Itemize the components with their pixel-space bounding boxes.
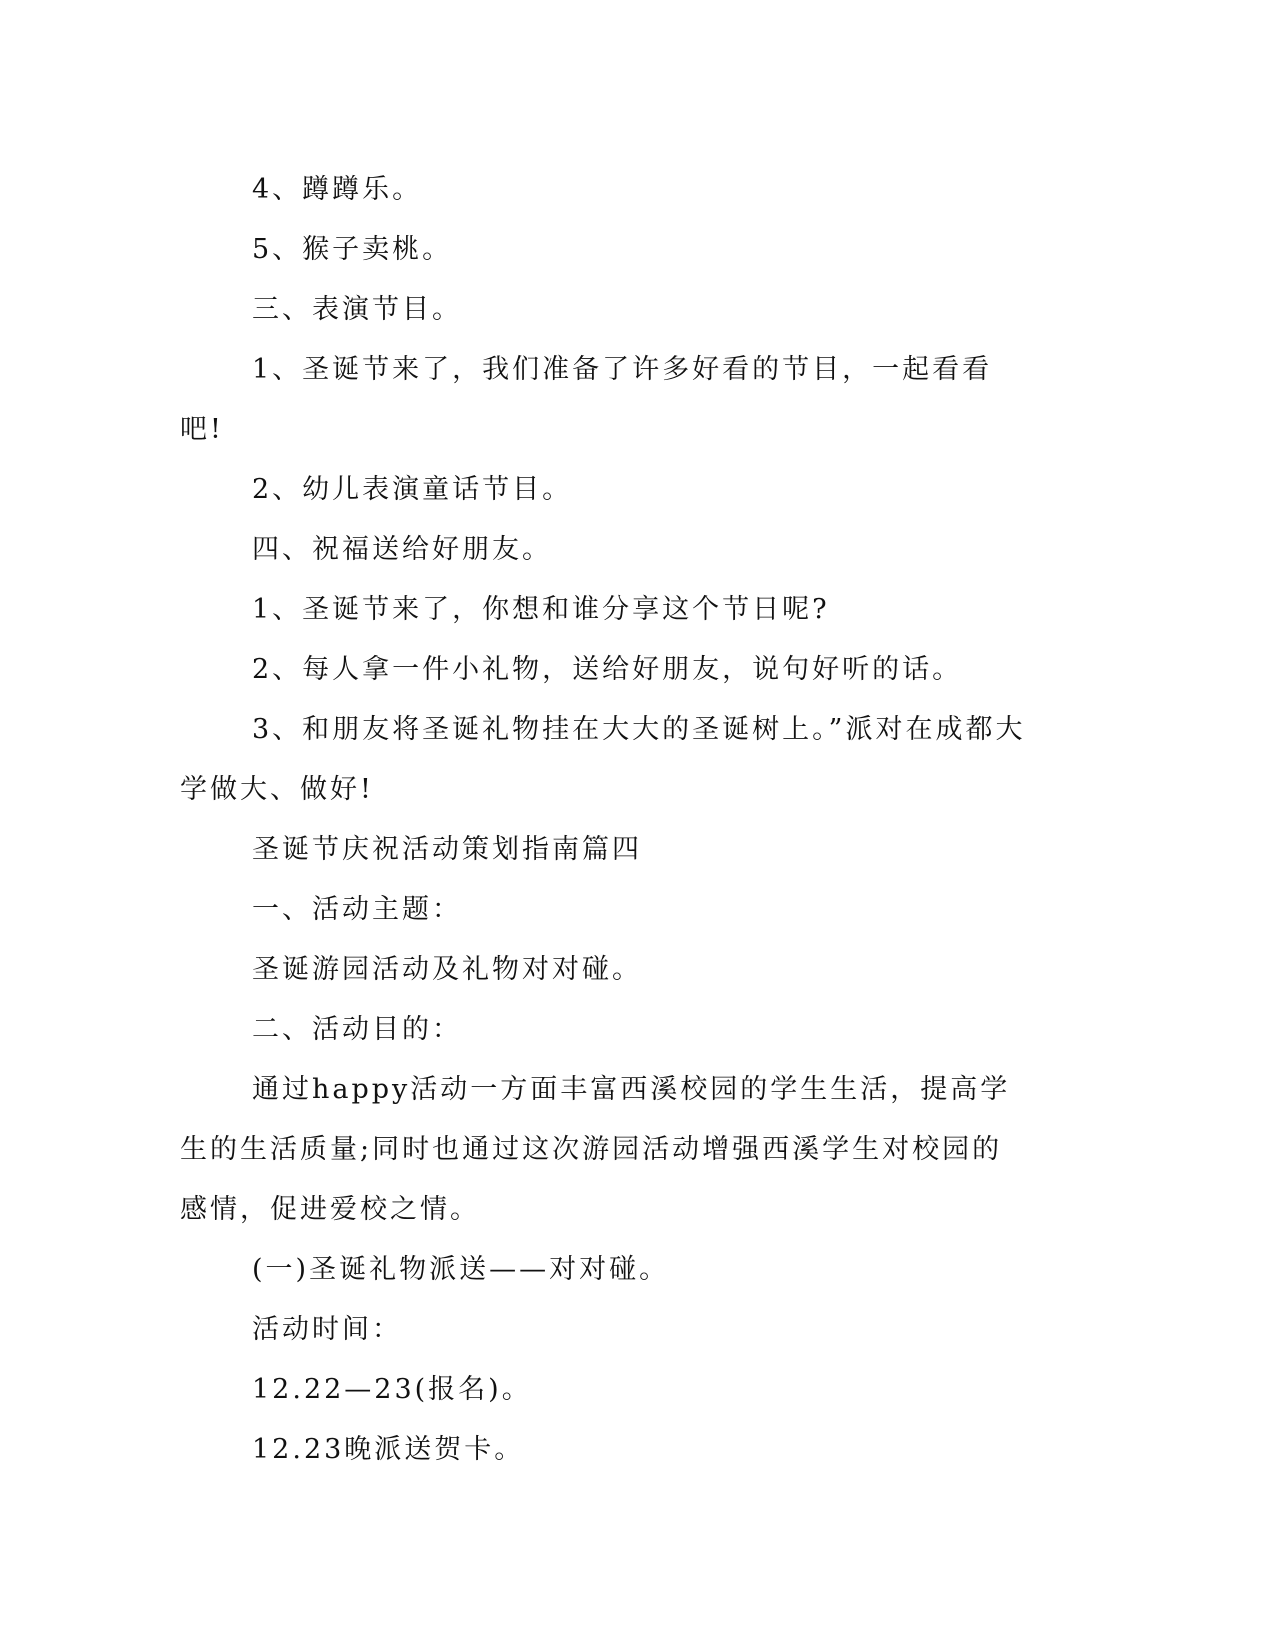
- section-heading-purpose: 二、活动目的：: [252, 1014, 462, 1045]
- document-body: [180, 160, 1026, 1480]
- paragraph-blessing-3: 3、和朋友将圣诞礼物挂在大大的圣诞树上。”派对在成都大学做大、做好!: [180, 714, 1026, 805]
- section-heading-theme: 一、活动主题：: [252, 894, 462, 925]
- paragraph-purpose: 通过happy活动一方面丰富西溪校园的学生生活，提高学生的生活质量;同时也通过这次游园活动增强西溪学生对校园的感情，促进爱校之情。: [180, 1074, 1011, 1225]
- activity-time-label: 活动时间：: [252, 1314, 402, 1345]
- paragraph-performance-2: 2、幼儿表演童话节目。: [252, 474, 573, 505]
- subsection-gift-exchange: (一)圣诞礼物派送——对对碰。: [252, 1254, 670, 1285]
- section-heading-blessing: 四、祝福送给好朋友。: [252, 534, 552, 565]
- paragraph-item-4: 4、蹲蹲乐。: [252, 174, 423, 205]
- activity-time-registration: 12.22—23(报名)。: [252, 1374, 532, 1405]
- article-title-part-four: 圣诞节庆祝活动策划指南篇四: [252, 834, 642, 865]
- paragraph-performance-1: 1、圣诞节来了，我们准备了许多好看的节目，一起看看吧!: [180, 354, 993, 445]
- paragraph-blessing-1: 1、圣诞节来了，你想和谁分享这个节日呢?: [252, 594, 830, 625]
- section-heading-performance: 三、表演节目。: [252, 294, 462, 325]
- paragraph-theme: 圣诞游园活动及礼物对对碰。: [252, 954, 642, 985]
- paragraph-blessing-2: 2、每人拿一件小礼物，送给好朋友，说句好听的话。: [252, 654, 963, 685]
- paragraph-item-5: 5、猴子卖桃。: [252, 234, 453, 265]
- activity-time-delivery: 12.23晚派送贺卡。: [252, 1434, 525, 1465]
